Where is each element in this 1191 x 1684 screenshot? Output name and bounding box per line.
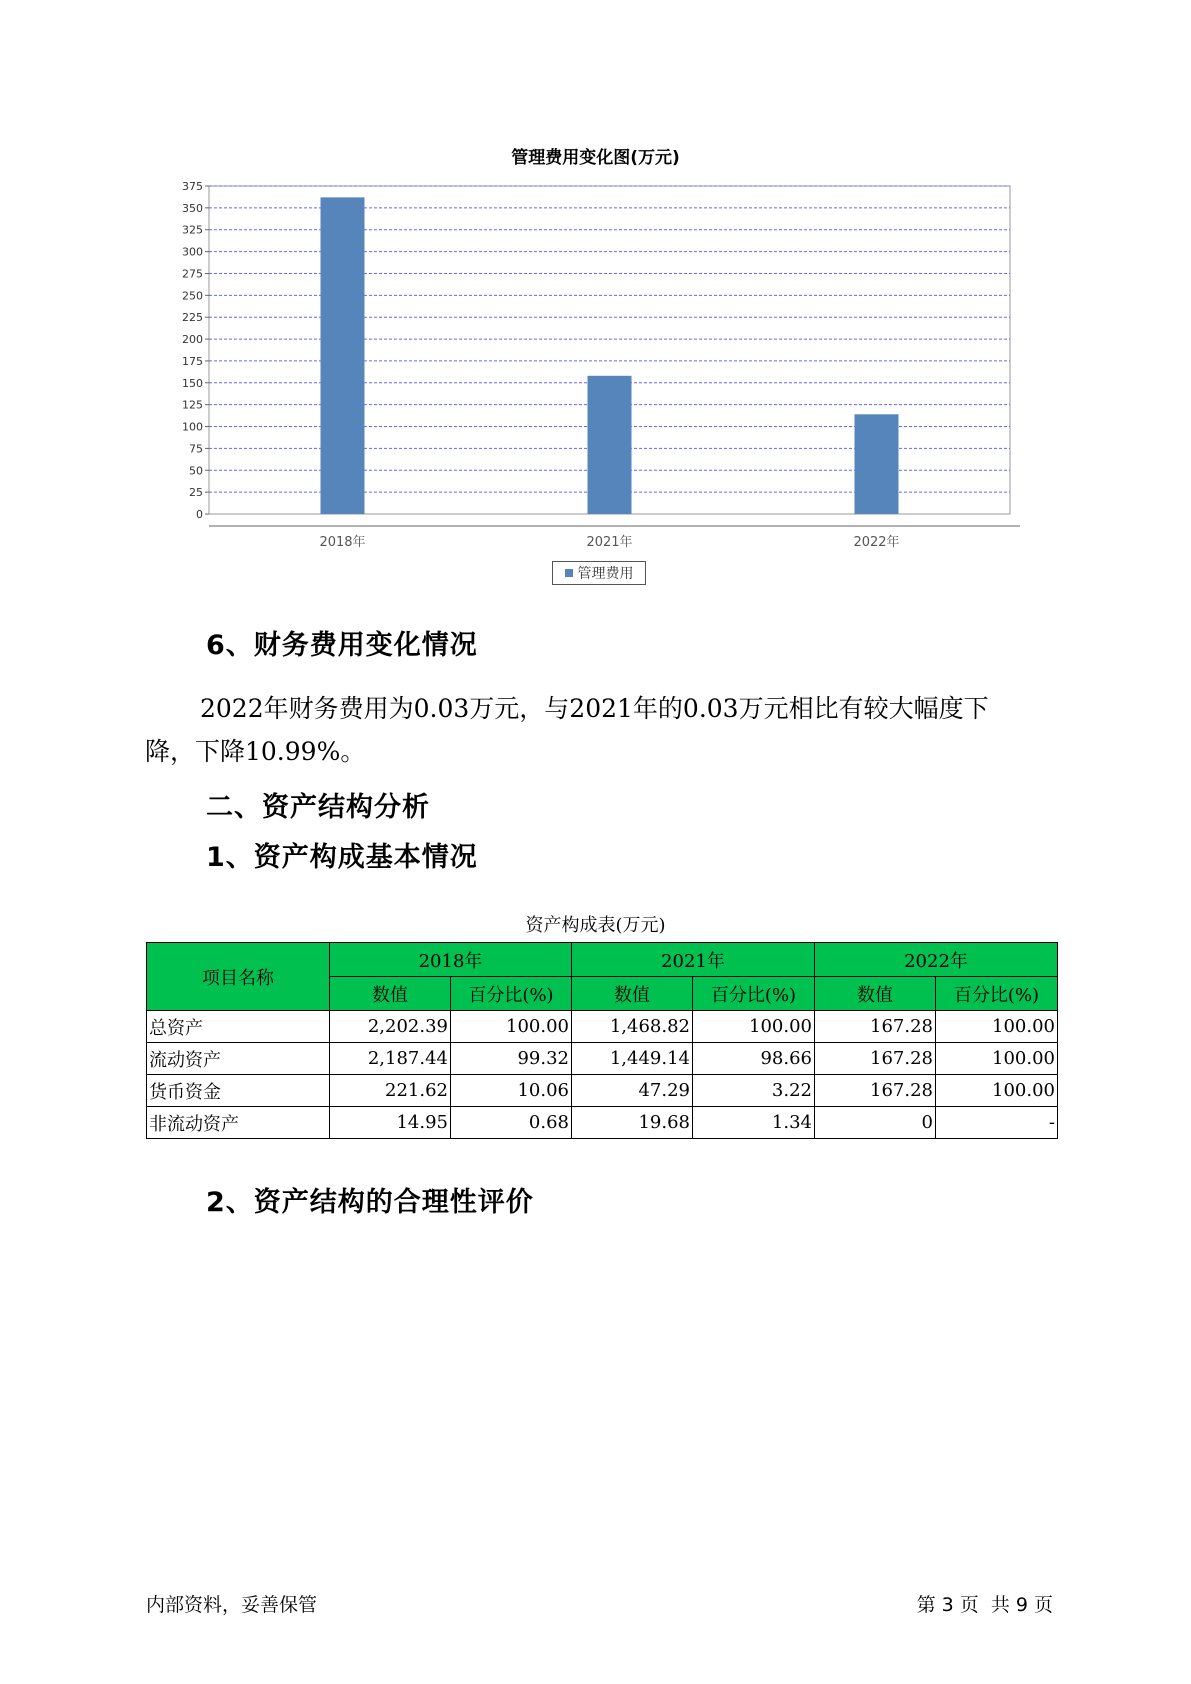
y-tick-label: 25 xyxy=(189,486,203,500)
cell-value-2018: 2,187.44 xyxy=(330,1043,451,1075)
table-row xyxy=(147,1107,1058,1139)
y-tick-label: 225 xyxy=(182,311,203,325)
footer-page-number: 第 3 页 共 9 页 xyxy=(916,1594,1053,1616)
cell-percent-2022: 100.00 xyxy=(936,1011,1058,1043)
y-tick-label: 100 xyxy=(182,420,203,434)
y-tick-label: 0 xyxy=(196,508,203,521)
management-expense-chart xyxy=(170,176,1020,556)
table-row xyxy=(147,1043,1058,1075)
year-header-2018: 2018年 xyxy=(330,943,572,977)
cell-value-2021: 47.29 xyxy=(572,1075,693,1107)
cell-percent-2022: 100.00 xyxy=(936,1043,1058,1075)
finance-paragraph-line2: 降，下降10.99%。 xyxy=(145,737,366,766)
y-tick-label: 200 xyxy=(182,333,203,347)
table-header-row xyxy=(147,943,1058,977)
row-name: 总资产 xyxy=(147,1011,330,1043)
x-tick-label: 2022年 xyxy=(853,535,900,550)
cell-percent-2018: 100.00 xyxy=(451,1011,572,1043)
y-tick-label: 350 xyxy=(182,201,203,215)
cell-value-2021: 1,449.14 xyxy=(572,1043,693,1075)
y-tick-label: 375 xyxy=(182,180,203,193)
bar-2021年 xyxy=(588,376,632,514)
cell-percent-2022: 100.00 xyxy=(936,1075,1058,1107)
chart-title: 管理费用变化图(万元) xyxy=(511,148,680,168)
value-header: 数值 xyxy=(572,977,693,1011)
legend-label: 管理费用 xyxy=(577,566,634,582)
y-tick-label: 150 xyxy=(182,376,203,390)
cell-value-2018: 14.95 xyxy=(330,1107,451,1139)
footer-confidential-note: 内部资料，妥善保管 xyxy=(146,1594,318,1616)
x-tick-label: 2021年 xyxy=(586,535,633,550)
bar-2022年 xyxy=(855,414,899,514)
cell-value-2022: 167.28 xyxy=(815,1043,936,1075)
cell-percent-2018: 0.68 xyxy=(451,1107,572,1139)
row-name: 非流动资产 xyxy=(147,1107,330,1139)
cell-value-2018: 2,202.39 xyxy=(330,1011,451,1043)
y-tick-label: 300 xyxy=(182,245,203,259)
asset-rationality-subheading: 2、资产结构的合理性评价 xyxy=(206,1187,534,1218)
legend-swatch xyxy=(565,569,573,577)
table-row xyxy=(147,1011,1058,1043)
asset-structure-heading: 二、资产结构分析 xyxy=(206,792,430,823)
x-tick-label: 2018年 xyxy=(319,535,366,550)
item-name-header: 项目名称 xyxy=(147,943,330,1011)
cell-percent-2021: 3.22 xyxy=(693,1075,815,1107)
value-header: 数值 xyxy=(815,977,936,1011)
chart-legend xyxy=(552,561,646,585)
finance-heading: 6、财务费用变化情况 xyxy=(206,630,478,661)
y-tick-label: 175 xyxy=(182,354,203,368)
y-tick-label: 125 xyxy=(182,398,203,412)
bar-2018年 xyxy=(321,197,365,514)
asset-composition-table xyxy=(146,942,1058,1139)
cell-percent-2022: - xyxy=(936,1107,1058,1139)
y-tick-label: 75 xyxy=(189,442,203,456)
cell-value-2018: 221.62 xyxy=(330,1075,451,1107)
cell-value-2022: 0 xyxy=(815,1107,936,1139)
percent-header: 百分比(%) xyxy=(451,977,572,1011)
y-tick-label: 275 xyxy=(182,267,203,281)
cell-percent-2021: 1.34 xyxy=(693,1107,815,1139)
y-tick-label: 250 xyxy=(182,289,203,303)
row-name: 货币资金 xyxy=(147,1075,330,1107)
y-tick-label: 325 xyxy=(182,223,203,237)
finance-paragraph-line1: 2022年财务费用为0.03万元，与2021年的0.03万元相比有较大幅度下 xyxy=(200,694,989,723)
table-row xyxy=(147,1075,1058,1107)
percent-header: 百分比(%) xyxy=(936,977,1058,1011)
cell-value-2021: 1,468.82 xyxy=(572,1011,693,1043)
percent-header: 百分比(%) xyxy=(693,977,815,1011)
row-name: 流动资产 xyxy=(147,1043,330,1075)
cell-value-2022: 167.28 xyxy=(815,1011,936,1043)
cell-percent-2018: 99.32 xyxy=(451,1043,572,1075)
cell-percent-2018: 10.06 xyxy=(451,1075,572,1107)
cell-value-2022: 167.28 xyxy=(815,1075,936,1107)
cell-percent-2021: 98.66 xyxy=(693,1043,815,1075)
asset-composition-subheading: 1、资产构成基本情况 xyxy=(206,842,478,873)
cell-percent-2021: 100.00 xyxy=(693,1011,815,1043)
year-header-2022: 2022年 xyxy=(815,943,1058,977)
cell-value-2021: 19.68 xyxy=(572,1107,693,1139)
year-header-2021: 2021年 xyxy=(572,943,815,977)
table-title: 资产构成表(万元) xyxy=(525,915,666,936)
y-tick-label: 50 xyxy=(189,464,203,478)
value-header: 数值 xyxy=(330,977,451,1011)
